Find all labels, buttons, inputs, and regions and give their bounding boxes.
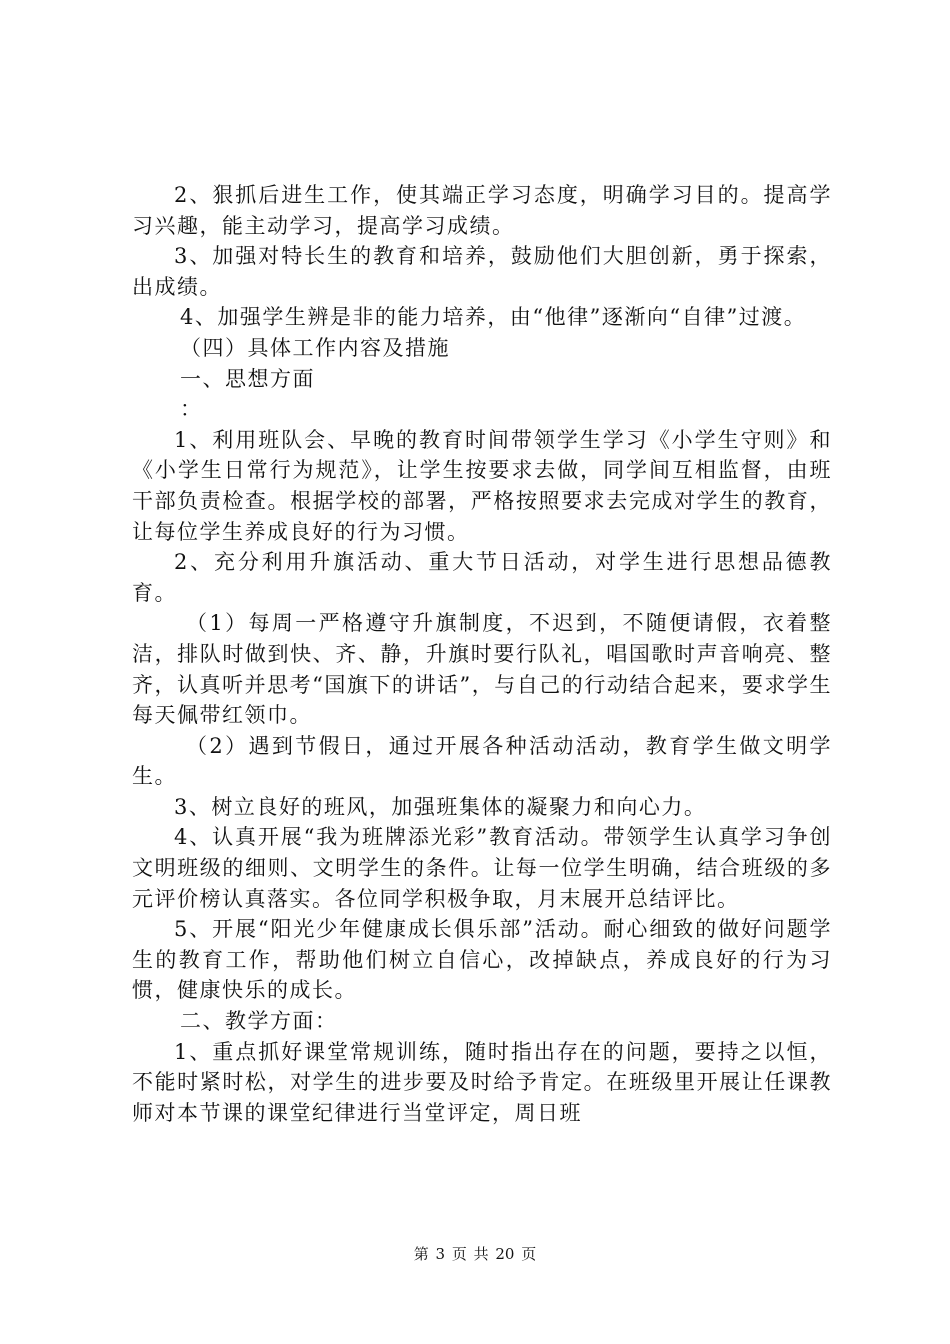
section-heading-teaching: 二、教学方面： <box>180 1009 338 1034</box>
section-heading-ideology: 一、思想方面 <box>180 366 315 391</box>
section-heading-measures: （四）具体工作内容及措施 <box>180 335 450 360</box>
stray-colon-line: ： <box>180 397 203 422</box>
paragraph-ideology-2-sub-1: （1）每周一严格遵守升旗制度，不迟到，不随便请假，衣着整洁，排队时做到快、齐、静，升旗时要行队礼，唱国歌时声音响亮、整齐，认真听并思考“国旗下的讲话”，与自己的行动结合起来，要求学生每天佩带红领巾。 <box>132 611 832 728</box>
paragraph-ideology-5: 5、开展“阳光少年健康成长俱乐部”活动。耐心细致的做好问题学生的教育工作，帮助他们树立自信心，改掉缺点，养成良好的行为习惯，健康快乐的成长。 <box>132 917 832 1003</box>
paragraph-ideology-3: 3、树立良好的班风，加强班集体的凝聚力和向心力。 <box>174 794 707 819</box>
paragraph-item-4-self-discipline: 4、加强学生辨是非的能力培养，由“他律”逐渐向“自律”过渡。 <box>180 305 807 330</box>
paragraph-ideology-2: 2、充分利用升旗活动、重大节日活动，对学生进行思想品德教育。 <box>132 550 832 605</box>
document-body <box>132 180 832 1128</box>
paragraph-teaching-1: 1、重点抓好课堂常规训练，随时指出存在的问题，要持之以恒，不能时紧时松，对学生的进步要及时给予肯定。在班级里开展让任课教师对本节课的课堂纪律进行当堂评定，周日班 <box>132 1039 832 1125</box>
paragraph-ideology-1: 1、利用班队会、早晚的教育时间带领学生学习《小学生守则》和《小学生日常行为规范》，让学生按要求去做，同学间互相监督，由班干部负责检查。根据学校的部署，严格按照要求去完成对学生的教育，让每位学生养成良好的行为习惯。 <box>132 427 832 544</box>
paragraph-ideology-2-sub-2: （2）遇到节假日，通过开展各种活动活动，教育学生做文明学生。 <box>132 733 832 789</box>
paragraph-item-3-talented-students: 3、加强对特长生的教育和培养，鼓励他们大胆创新，勇于探索，出成绩。 <box>132 244 832 299</box>
paragraph-item-2-poor-students: 2、狠抓后进生工作，使其端正学习态度，明确学习目的。提高学习兴趣，能主动学习，提高学习成绩。 <box>132 183 832 238</box>
paragraph-ideology-4: 4、认真开展“我为班牌添光彩”教育活动。带领学生认真学习争创文明班级的细则、文明学生的条件。让每一位学生明确，结合班级的多元评价榜认真落实。各位同学积极争取，月末展开总结评比。 <box>132 825 832 911</box>
page-number-footer: 第 3 页 共 20 页 <box>413 1245 537 1263</box>
